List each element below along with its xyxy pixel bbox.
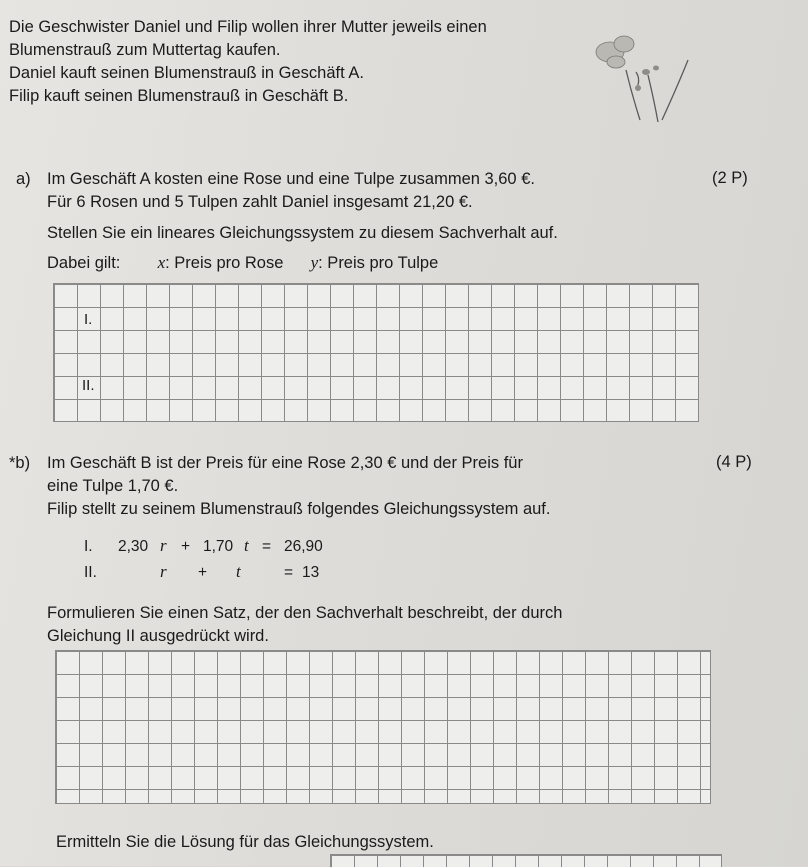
equation-1-rhs: 26,90 xyxy=(284,538,323,555)
given-prefix: Dabei gilt: xyxy=(47,254,121,272)
answer-grid-c[interactable] xyxy=(330,854,722,867)
part-b-line-2: eine Tulpe 1,70 €. xyxy=(47,477,179,495)
part-a-points: (2 P) xyxy=(712,169,748,187)
equation-2-variable-r: r xyxy=(160,562,167,581)
equation-2-label: II. xyxy=(84,564,97,581)
equation-1-label: I. xyxy=(84,538,93,555)
equation-2-rhs: 13 xyxy=(302,564,320,581)
flower-bouquet-illustration xyxy=(588,30,698,122)
part-a-line-1: Im Geschäft A kosten eine Rose und eine Tulpe zusammen 3,60 €. xyxy=(47,170,535,188)
equation-row-2-label: II. xyxy=(82,377,95,394)
equation-1-equals: = xyxy=(262,538,272,555)
variable-x-description: : Preis pro Rose xyxy=(165,254,284,272)
part-b-label: *b) xyxy=(9,454,31,472)
intro-line-1: Die Geschwister Daniel und Filip wollen ihrer Mutter jeweils einen xyxy=(9,18,487,36)
equation-2-equals: = xyxy=(284,564,294,581)
intro-line-4: Filip kauft seinen Blumenstrauß in Geschäft B. xyxy=(9,87,349,105)
part-b-line-3: Filip stellt zu seinem Blumenstrauß folgendes Gleichungssystem auf. xyxy=(47,500,551,518)
intro-line-3: Daniel kauft seinen Blumenstrauß in Geschäft A. xyxy=(9,64,364,82)
variable-x: x xyxy=(157,253,166,272)
equation-1-coefficient-r: 2,30 xyxy=(118,538,149,555)
intro-line-2: Blumenstrauß zum Muttertag kaufen. xyxy=(9,41,281,59)
equation-1-variable-r: r xyxy=(160,536,167,555)
part-a-label: a) xyxy=(16,170,31,188)
equation-1-coefficient-t: 1,70 xyxy=(203,538,234,555)
part-a-line-2: Für 6 Rosen und 5 Tulpen zahlt Daniel insgesamt 21,20 €. xyxy=(47,193,473,211)
task-formulate-line-2: Gleichung II ausgedrückt wird. xyxy=(47,627,269,645)
task-formulate-line-1: Formulieren Sie einen Satz, der den Sachverhalt beschreibt, der durch xyxy=(47,604,563,622)
answer-grid-b[interactable] xyxy=(55,650,711,804)
task-solve: Ermitteln Sie die Lösung für das Gleichungssystem. xyxy=(56,833,434,851)
part-a-line-3: Stellen Sie ein lineares Gleichungssystem zu diesem Sachverhalt auf. xyxy=(47,224,558,242)
answer-grid-a[interactable] xyxy=(53,283,699,422)
equation-1-variable-t: t xyxy=(244,536,249,555)
part-b-points: (4 P) xyxy=(716,453,752,471)
part-b-line-1: Im Geschäft B ist der Preis für eine Rose 2,30 € und der Preis für xyxy=(47,454,523,472)
variable-y: y xyxy=(310,253,319,272)
equation-2-variable-t: t xyxy=(236,562,241,581)
equation-row-1-label: I. xyxy=(84,311,93,328)
equation-1-plus: + xyxy=(181,538,191,555)
variable-definitions xyxy=(47,253,438,273)
variable-y-description: : Preis pro Tulpe xyxy=(318,254,439,272)
equation-2-plus: + xyxy=(198,564,208,581)
